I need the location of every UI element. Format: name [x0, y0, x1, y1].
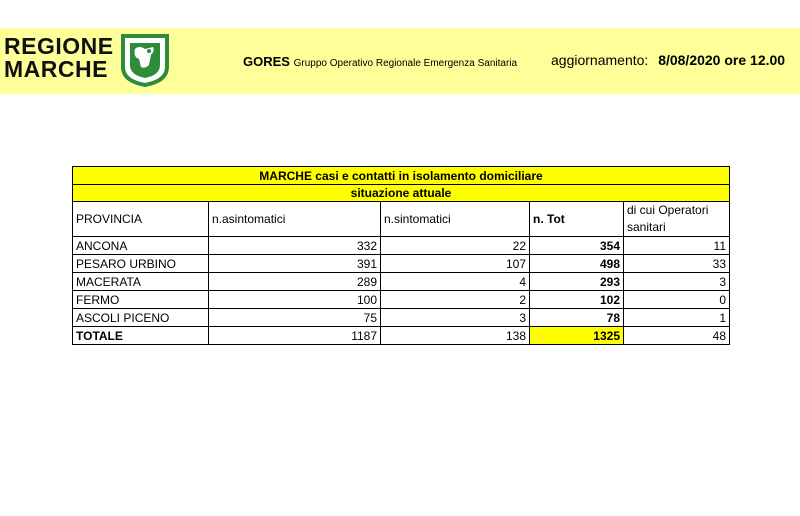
cell-provincia: PESARO URBINO: [73, 255, 209, 273]
table-row: [73, 237, 730, 255]
org-acronym: GORES: [243, 54, 290, 69]
header-row: [73, 202, 730, 237]
cell-provincia: ANCONA: [73, 237, 209, 255]
cell-tot: 102: [530, 291, 624, 309]
col-header-provincia: PROVINCIA: [73, 202, 209, 237]
cell-operatori: 11: [624, 237, 730, 255]
regione-marche-emblem-icon: [119, 33, 171, 87]
table-title: MARCHE casi e contatti in isolamento domiciliare: [73, 167, 730, 185]
cell-total-asintomatici: 1187: [209, 327, 381, 345]
update-info: [551, 52, 785, 68]
cell-asintomatici: 391: [209, 255, 381, 273]
cell-operatori: 1: [624, 309, 730, 327]
logo-line-1: REGIONE: [4, 33, 114, 59]
cell-sintomatici: 22: [381, 237, 530, 255]
table-row: [73, 309, 730, 327]
cell-tot: 498: [530, 255, 624, 273]
org-name: Gruppo Operativo Regionale Emergenza Sanitaria: [293, 58, 518, 69]
cell-asintomatici: 100: [209, 291, 381, 309]
cell-tot: 354: [530, 237, 624, 255]
update-label: aggiornamento:: [551, 52, 649, 68]
total-row: [73, 327, 730, 345]
col-header-sintomatici: n.sintomatici: [381, 202, 530, 237]
cell-operatori: 3: [624, 273, 730, 291]
cell-total-operatori: 48: [624, 327, 730, 345]
cell-provincia: ASCOLI PICENO: [73, 309, 209, 327]
cell-tot: 293: [530, 273, 624, 291]
cell-sintomatici: 4: [381, 273, 530, 291]
cell-sintomatici: 3: [381, 309, 530, 327]
table-row: [73, 255, 730, 273]
cell-total-sintomatici: 138: [381, 327, 530, 345]
cell-operatori: 0: [624, 291, 730, 309]
cell-sintomatici: 2: [381, 291, 530, 309]
col-header-asintomatici: n.asintomatici: [209, 202, 381, 237]
table-title-row: [73, 167, 730, 185]
col-header-tot: n. Tot: [530, 202, 624, 237]
cell-asintomatici: 75: [209, 309, 381, 327]
cell-provincia: MACERATA: [73, 273, 209, 291]
col-header-operatori: di cui Operatori sanitari: [624, 202, 730, 237]
org-title: [243, 54, 517, 69]
cell-asintomatici: 289: [209, 273, 381, 291]
cell-tot: 78: [530, 309, 624, 327]
table-subtitle-row: [73, 185, 730, 202]
cell-provincia: FERMO: [73, 291, 209, 309]
cell-total-tot: 1325: [530, 327, 624, 345]
logo-wordmark: [4, 35, 114, 81]
isolation-table: [72, 166, 730, 345]
update-value: 8/08/2020 ore 12.00: [658, 52, 786, 68]
table-row: [73, 291, 730, 309]
cell-asintomatici: 332: [209, 237, 381, 255]
table-subtitle: situazione attuale: [73, 185, 730, 202]
logo-line-2: MARCHE: [4, 56, 108, 82]
cell-sintomatici: 107: [381, 255, 530, 273]
table-row: [73, 273, 730, 291]
cell-operatori: 33: [624, 255, 730, 273]
cell-total-label: TOTALE: [73, 327, 209, 345]
